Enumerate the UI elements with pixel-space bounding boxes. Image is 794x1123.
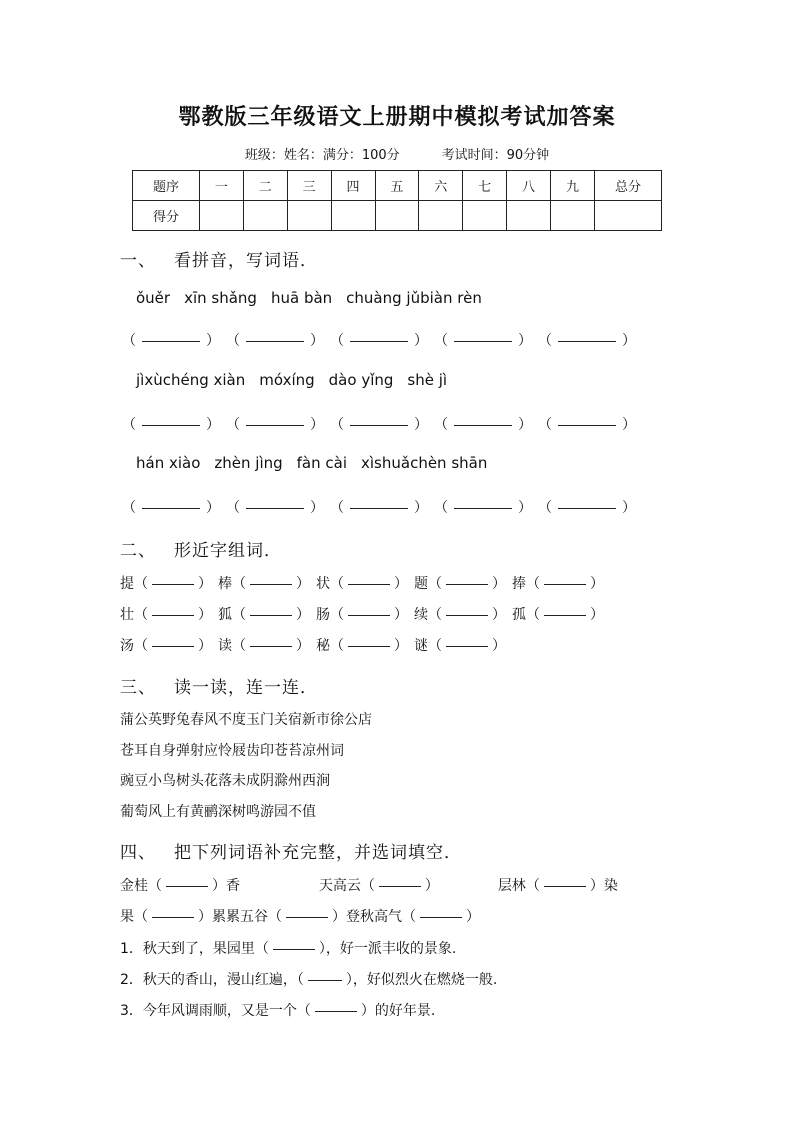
word-group-item: 捧（ ） bbox=[512, 576, 604, 592]
exam-info bbox=[0, 144, 794, 163]
pinyin-word: fàn cài bbox=[296, 454, 347, 472]
word-group-item: 狐（ ） bbox=[218, 607, 310, 623]
answer-blank-row bbox=[122, 414, 642, 434]
answer-blank[interactable]: （ ） bbox=[122, 417, 220, 433]
word-group-item: 读（ ） bbox=[218, 638, 310, 654]
score-table-header-cell: 九 bbox=[551, 171, 595, 201]
section-1-heading: 一、 看拼音，写词语． bbox=[120, 251, 318, 271]
score-cell[interactable] bbox=[243, 201, 287, 231]
fill-sentence: 3．今年风调雨顺，又是一个（ ）的好年景. bbox=[120, 1003, 436, 1019]
answer-blank-row bbox=[122, 330, 642, 350]
score-cell[interactable] bbox=[507, 201, 551, 231]
pinyin-row bbox=[136, 289, 496, 307]
score-table-header-cell: 八 bbox=[507, 171, 551, 201]
word-group-item: 秘（ ） bbox=[316, 638, 408, 654]
answer-blank[interactable]: （ ） bbox=[226, 333, 324, 349]
answer-blank[interactable] bbox=[379, 886, 421, 887]
answer-blank[interactable]: （ ） bbox=[538, 500, 636, 516]
fill-sentence: 1．秋天到了，果园里（ ），好一派丰收的景象. bbox=[120, 941, 457, 957]
score-table-header-cell: 四 bbox=[331, 171, 375, 201]
answer-blank[interactable] bbox=[544, 584, 586, 585]
answer-blank[interactable] bbox=[544, 886, 586, 887]
score-cell[interactable] bbox=[551, 201, 595, 231]
matching-line: 苍耳自身弹射应怜屐齿印苍苔凉州词 bbox=[120, 743, 344, 759]
word-group-item: 提（ ） bbox=[120, 576, 212, 592]
answer-blank[interactable] bbox=[166, 886, 208, 887]
answer-blank[interactable]: （ ） bbox=[434, 417, 532, 433]
pinyin-word: jìxù bbox=[136, 371, 163, 389]
score-table-header-cell: 题序 bbox=[133, 171, 200, 201]
fill-sentence: 2．秋天的香山，漫山红遍，（ ），好似烈火在燃烧一般. bbox=[120, 972, 498, 988]
word-group-item: 肠（ ） bbox=[316, 607, 408, 623]
answer-blank-row bbox=[122, 497, 642, 517]
idiom-row: 果（ ）累累五谷（ ）登秋高气（ ） bbox=[120, 909, 480, 925]
answer-blank[interactable]: （ ） bbox=[330, 500, 428, 516]
pinyin-word: ǒuěr bbox=[136, 289, 171, 307]
score-cell[interactable] bbox=[287, 201, 331, 231]
word-group-item: 题（ ） bbox=[414, 576, 506, 592]
answer-blank[interactable]: （ ） bbox=[538, 333, 636, 349]
word-group-row bbox=[120, 635, 512, 655]
answer-blank[interactable]: （ ） bbox=[226, 417, 324, 433]
answer-blank[interactable]: （ ） bbox=[538, 417, 636, 433]
idiom-row bbox=[120, 875, 618, 895]
word-group-item: 汤（ ） bbox=[120, 638, 212, 654]
word-group-item: 谜（ ） bbox=[414, 638, 506, 654]
pinyin-row bbox=[136, 454, 501, 472]
answer-blank[interactable] bbox=[348, 584, 390, 585]
answer-blank[interactable] bbox=[250, 615, 292, 616]
answer-blank[interactable] bbox=[286, 917, 328, 918]
answer-blank[interactable] bbox=[446, 584, 488, 585]
pinyin-row bbox=[136, 371, 461, 389]
answer-blank[interactable] bbox=[544, 615, 586, 616]
answer-blank[interactable] bbox=[152, 917, 194, 918]
idiom-item: 层林（ ）染 bbox=[497, 878, 618, 894]
answer-blank[interactable]: （ ） bbox=[122, 500, 220, 516]
pinyin-word: chuàng jǔ bbox=[346, 289, 421, 307]
answer-blank[interactable]: （ ） bbox=[330, 417, 428, 433]
answer-blank[interactable] bbox=[315, 1011, 357, 1012]
section-2-heading: 二、 形近字组词． bbox=[120, 541, 282, 561]
idiom-item: 金桂（ ）香 bbox=[120, 878, 240, 894]
pinyin-word: chèn shān bbox=[410, 454, 488, 472]
answer-blank[interactable] bbox=[273, 949, 315, 950]
pinyin-word: dào yǐng bbox=[328, 371, 394, 389]
word-group-item: 续（ ） bbox=[414, 607, 506, 623]
answer-blank[interactable] bbox=[446, 615, 488, 616]
score-table-header-cell: 六 bbox=[419, 171, 463, 201]
pinyin-word: xìshuǎ bbox=[361, 454, 411, 472]
answer-blank[interactable] bbox=[250, 646, 292, 647]
idiom-item: 天高云（ ） bbox=[318, 878, 439, 894]
answer-blank[interactable] bbox=[308, 980, 342, 981]
answer-blank[interactable] bbox=[420, 917, 462, 918]
score-table-score-row bbox=[133, 201, 662, 231]
score-cell[interactable] bbox=[331, 201, 375, 231]
score-cell[interactable] bbox=[200, 201, 244, 231]
pinyin-word: xīn shǎng bbox=[184, 289, 257, 307]
answer-blank[interactable] bbox=[152, 584, 194, 585]
score-table-header-cell: 七 bbox=[463, 171, 507, 201]
class-name-score-label: 班级：姓名：满分：100分 bbox=[244, 148, 400, 163]
answer-blank[interactable]: （ ） bbox=[434, 333, 532, 349]
answer-blank[interactable] bbox=[152, 646, 194, 647]
section-3-heading: 三、 读一读，连一连． bbox=[120, 678, 318, 698]
score-table-header-cell: 三 bbox=[287, 171, 331, 201]
answer-blank[interactable] bbox=[152, 615, 194, 616]
score-cell[interactable] bbox=[463, 201, 507, 231]
exam-time-label: 考试时间：90分钟 bbox=[441, 148, 550, 163]
answer-blank[interactable] bbox=[348, 615, 390, 616]
word-group-row bbox=[120, 604, 610, 624]
page-title: 鄂教版三年级语文上册期中模拟考试加答案 bbox=[178, 104, 616, 130]
word-group-item: 棒（ ） bbox=[218, 576, 310, 592]
score-table-header-row bbox=[133, 171, 662, 201]
matching-line: 葡萄风上有黄鹂深树鸣游园不值 bbox=[120, 804, 316, 820]
pinyin-word: chéng xiàn bbox=[162, 371, 246, 389]
section-4-heading: 四、 把下列词语补充完整，并选词填空． bbox=[120, 843, 462, 863]
matching-line: 豌豆小鸟树头花落未成阴滁州西涧 bbox=[120, 773, 330, 789]
matching-line: 蒲公英野兔春风不度玉门关宿新市徐公店 bbox=[120, 712, 372, 728]
score-table-header-cell: 一 bbox=[200, 171, 244, 201]
score-table-header-cell: 五 bbox=[375, 171, 419, 201]
score-table-header-cell: 二 bbox=[243, 171, 287, 201]
pinyin-word: hán xiào bbox=[136, 454, 201, 472]
answer-blank[interactable] bbox=[348, 646, 390, 647]
score-cell[interactable] bbox=[375, 201, 419, 231]
score-cell[interactable] bbox=[419, 201, 463, 231]
answer-blank[interactable]: （ ） bbox=[122, 333, 220, 349]
word-group-item: 状（ ） bbox=[316, 576, 408, 592]
pinyin-word: biàn rèn bbox=[420, 289, 482, 307]
word-group-row bbox=[120, 573, 610, 593]
answer-blank[interactable] bbox=[446, 646, 488, 647]
pinyin-word: zhèn jìng bbox=[214, 454, 283, 472]
answer-blank[interactable]: （ ） bbox=[434, 500, 532, 516]
answer-blank[interactable]: （ ） bbox=[330, 333, 428, 349]
answer-blank[interactable] bbox=[250, 584, 292, 585]
pinyin-word: shè jì bbox=[407, 371, 448, 389]
pinyin-word: móxíng bbox=[259, 371, 315, 389]
score-cell[interactable] bbox=[595, 201, 662, 231]
pinyin-word: huā bàn bbox=[270, 289, 333, 307]
score-table-header-cell: 总分 bbox=[595, 171, 662, 201]
score-table bbox=[132, 170, 662, 231]
score-row-label: 得分 bbox=[133, 201, 200, 231]
word-group-item: 壮（ ） bbox=[120, 607, 212, 623]
word-group-item: 孤（ ） bbox=[512, 607, 604, 623]
answer-blank[interactable]: （ ） bbox=[226, 500, 324, 516]
